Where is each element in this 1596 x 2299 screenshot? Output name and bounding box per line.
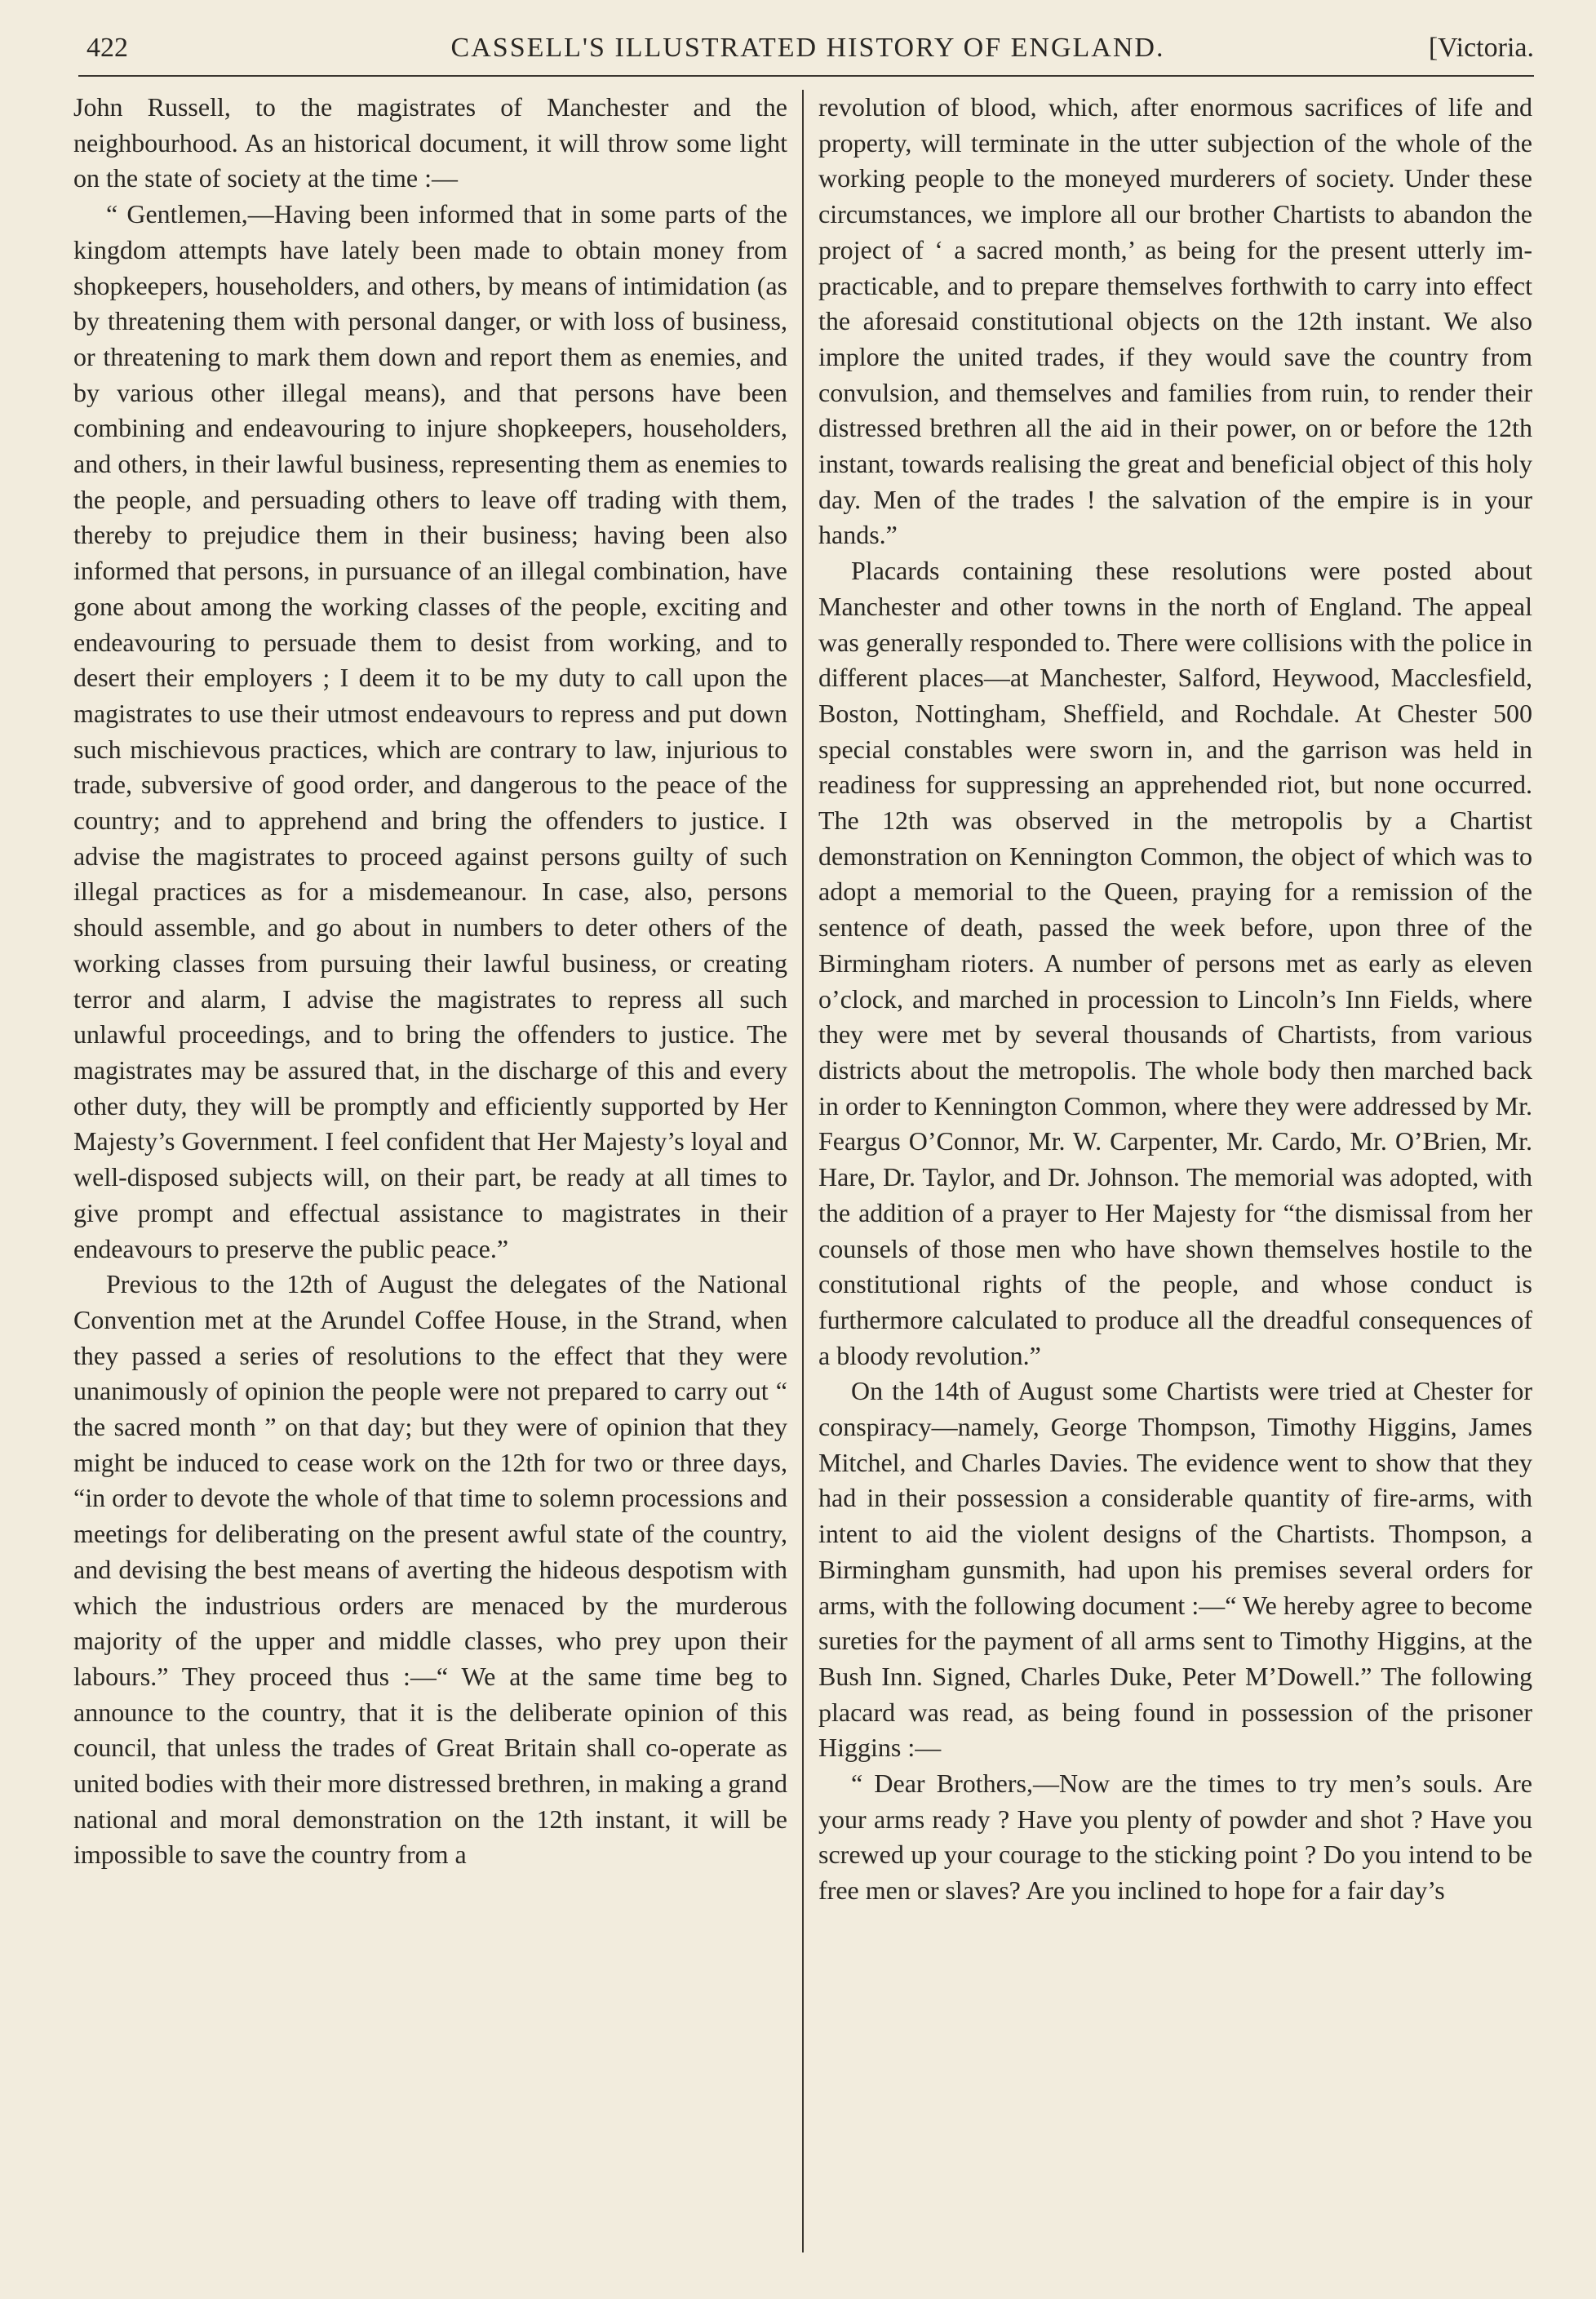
left-column: [73, 90, 787, 2261]
right-column: [818, 90, 1532, 2261]
paragraph: revolution of blood, which, after enormous sacrifices of life and property, will terminate in the utter subjection of the whole of the working people to the moneyed murderers of society. Under these circumstances, we implore all our brother Chartists to abandon the project of ‘ a sacred month,’ as being for the present utterly impracticable, and to prepare themselves forthwith to carry into effect the aforesaid constitutional objects on the 12th instant. We also implore the united trades, if they would save the country from convulsion, and themselves and families from ruin, to render their distressed brethren all the aid in their power, on or before the 12th instant, towards realising the great and beneficial object of this holy day. Men of the trades ! the salvation of the empire is in your hands.”: [818, 92, 1532, 550]
paragraph: Previous to the 12th of August the delegates of the National Convention met at the Arundel Coffee House, in the Strand, when they passed a series of resolutions to the effect that they were unanimously of opinion the people were not prepared to carry out “ the sacred month ” on that day; but they were of opinion that they might be induced to cease work on the 12th for two or three days, “in order to devote the whole of that time to solemn processions and meetings for deliberating on the present awful state of the country, and devising the best means of averting the hideous despotism with which the industrious orders are menaced by the murderous majority of the upper and middle classes, who prey upon their labours.” They proceed thus :—“ We at the same time beg to announce to the country, that it is the deliberate opinion of this council, that unless the trades of Great Britain shall co-operate as united bodies with their more distressed brethren, in making a grand national and moral demonstration on the 12th instant, it will be impossible to save the country from a: [73, 1269, 787, 1870]
column-divider: [802, 90, 804, 2252]
header-rule: [78, 75, 1534, 77]
paragraph: On the 14th of August some Chartists were tried at Chester for conspiracy—namely, George Thompson, Timothy Higgins, James Mitchel, and Charles Davies. The evidence went to show that they had in their possession a considerable quantity of fire-arms, with intent to aid the violent designs of the Chartists. Thompson, a Birmingham gunsmith, had upon his premises several orders for arms, with the following document :—“ We hereby agree to become sureties for the payment of all arms sent to Timothy Higgins, at the Bush Inn. Signed, Charles Duke, Peter M’Dowell.” The following placard was read, as being found in possession of the prisoner Higgins :—: [818, 1376, 1532, 1763]
paragraph: John Russell, to the magistrates of Manchester and the neighbourhood. As an historical document, it will throw some light on the state of society at the time :—: [73, 92, 787, 193]
paragraph: Placards containing these resolutions were posted about Manchester and other towns in the north of England. The appeal was generally responded to. There were collisions with the police in different places—at Manchester, Salford, Heywood, Macclesfield, Boston, Nottingham, Sheffield, and Rochdale. At Chester 500 special constables were sworn in, and the garrison was held in readiness for suppressing an apprehended riot, but none occurred. The 12th was observed in the metropolis by a Chartist demonstration on Kennington Common, the object of which was to adopt a memorial to the Queen, praying for a remission of the sentence of death, passed the week before, upon three of the Birmingham rioters. A number of persons met as early as eleven o’clock, and marched in procession to Lincoln’s Inn Fields, where they were met by several thousands of Chartists, from various districts about the metropolis. The whole body then marched back in order to Kennington Common, where they were addressed by Mr. Feargus O’Connor, Mr. W. Carpenter, Mr. Cardo, Mr. O’Brien, Mr. Hare, Dr. Taylor, and Dr. Johnson. The memorial was adopted, with the addition of a prayer to Her Majesty for “the dismissal from her counsels of those men who have shown themselves hostile to the constitutional rights of the people, and whose conduct is furthermore calculated to produce all the dreadful consequences of a bloody revolution.”: [818, 556, 1532, 1370]
page-number: 422: [86, 33, 128, 63]
running-header: [82, 24, 1534, 73]
reign-label: [Victoria.: [1428, 33, 1534, 63]
paragraph: “ Gentlemen,—Having been informed that in some parts of the kingdom attempts have lately been made to obtain money from shopkeepers, householders, and others, by means of intimidation (as by threatening them with personal danger, or with loss of business, or threatening to mark them down and report them as enemies, and by various other illegal means), and that persons have been combining and endeavouring to injure shopkeepers, householders, and others, in their lawful business, representing them as enemies to the people, and persuading others to leave off trading with them, thereby to prejudice them in their business; having been also informed that persons, in pursuance of an illegal combination, have gone about among the working classes of the people, exciting and endeavouring to persuade them to desist from working, and to desert their employers ; I deem it to be my duty to call upon the magistrates to use their utmost endeavours to repress and put down such mischievous practices, which are contrary to law, injurious to trade, subversive of good order, and dangerous to the peace of the country; and to apprehend and bring the offenders to justice. I advise the magistrates to proceed against persons guilty of such illegal practices as for a misdemeanour. In case, also, persons should assemble, and go about in numbers to deter others of the working classes from pursuing their lawful business, or creating terror and alarm, I advise the magistrates to repress all such unlawful proceedings, and to bring the offenders to justice. The magistrates may be assured that, in the discharge of this and every other duty, they will be promptly and efficiently supported by Her Majesty’s Government. I feel confident that Her Majesty’s loyal and well-disposed subjects will, on their part, be ready at all times to give prompt and effectual assistance to magistrates in their endeavours to preserve the public peace.”: [73, 199, 787, 1263]
running-title: CASSELL'S ILLUSTRATED HISTORY OF ENGLAND.: [450, 33, 1165, 63]
paragraph: “ Dear Brothers,—Now are the times to try men’s souls. Are your arms ready ? Have you plenty of powder and shot ? Have you screwed up your courage to the sticking point ? Do you intend to be free men or slaves? Are you inclined to hope for a fair day’s: [818, 1769, 1532, 1906]
